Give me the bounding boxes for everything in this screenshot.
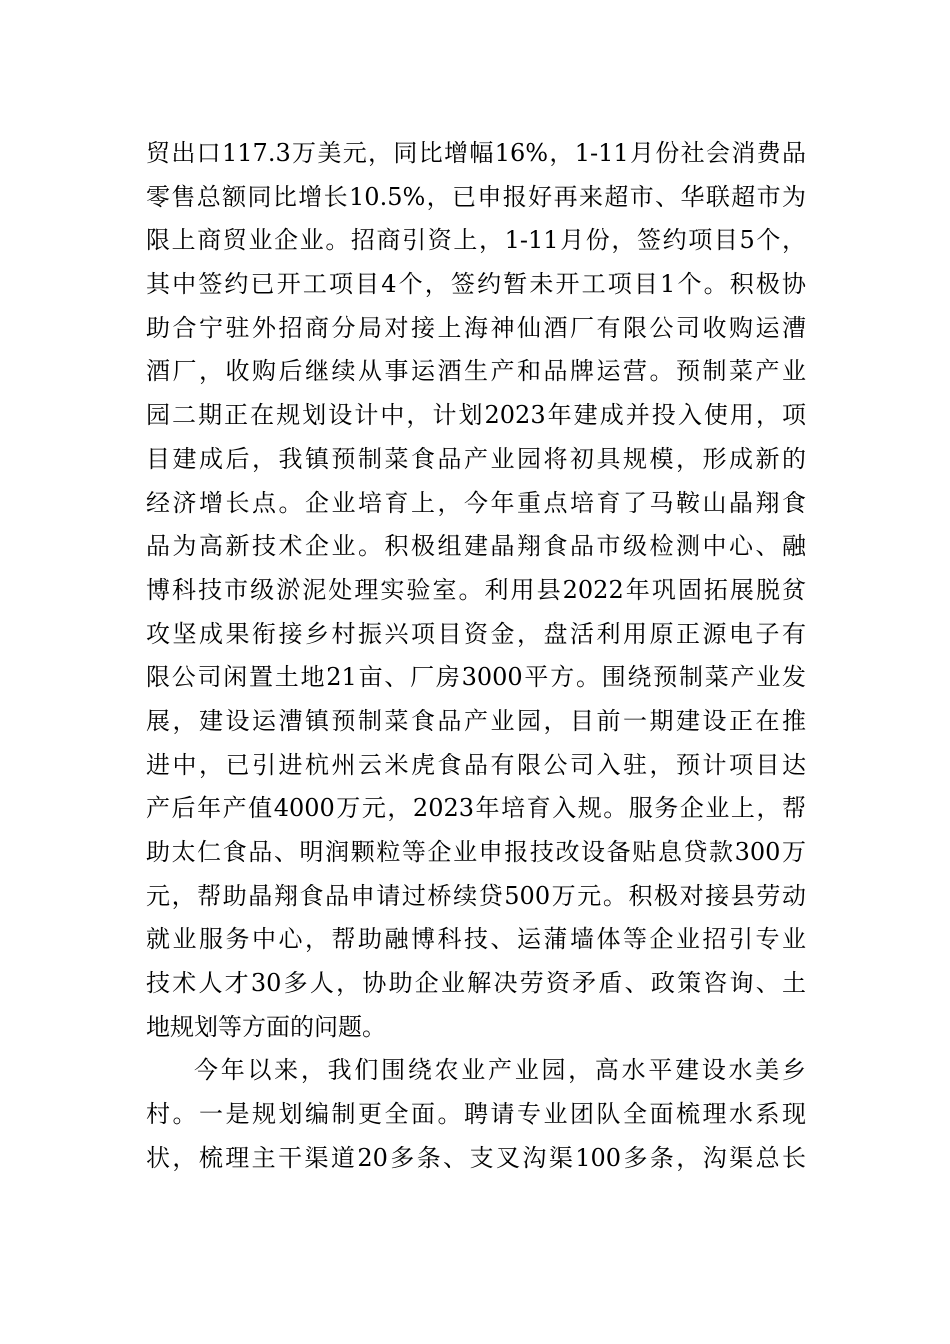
text-line-4: 其中签约已开工项目4个，签约暂未开工项目1个。积极协 [146,270,806,299]
text-line-17: 助太仁食品、明润颗粒等企业申报技改设备贴息贷款300万 [146,838,806,866]
text-line-5: 助合宁驻外招商分局对接上海神仙酒厂有限公司收购运漕 [146,313,806,342]
text-line-11: 博科技市级淤泥处理实验室。利用县2022年巩固拓展脱贫 [146,575,806,604]
text-line-14: 展，建设运漕镇预制菜食品产业园，目前一期建设正在推 [146,706,806,735]
text-line-24: 状，梳理主干渠道20多条、支叉沟渠100多条，沟渠总长 [146,1143,806,1172]
text-line-7: 园二期正在规划设计中，计划2023年建成并投入使用，项 [146,401,806,430]
text-line-15: 进中，已引进杭州云米虎食品有限公司入驻，预计项目达 [146,750,806,779]
text-line-3: 限上商贸业企业。招商引资上，1-11月份，签约项目5个， [146,226,806,255]
text-line-9: 经济增长点。企业培育上，今年重点培育了马鞍山晶翔食 [146,488,806,517]
body-text [146,132,806,1181]
text-line-18: 元，帮助晶翔食品申请过桥续贷500万元。积极对接县劳动 [146,881,806,910]
text-line-21: 地规划等方面的问题。 [146,1012,386,1041]
text-line-6: 酒厂，收购后继续从事运酒生产和品牌运营。预制菜产业 [146,357,806,386]
text-line-13: 限公司闲置土地21亩、厂房3000平方。围绕预制菜产业发 [146,663,806,692]
text-line-1: 贸出口117.3万美元，同比增幅16%，1-11月份社会消费品 [146,139,806,167]
text-line-12: 攻坚成果衔接乡村振兴项目资金，盘活利用原正源电子有 [146,619,806,648]
text-line-22: 今年以来，我们围绕农业产业园，高水平建设水美乡 [194,1056,806,1085]
text-line-16: 产后年产值4000万元，2023年培育入规。服务企业上，帮 [146,794,806,823]
text-line-19: 就业服务中心，帮助融博科技、运蒲墙体等企业招引专业 [146,925,806,954]
text-line-10: 品为高新技术企业。积极组建晶翔食品市级检测中心、融 [146,532,806,561]
text-line-8: 目建成后，我镇预制菜食品产业园将初具规模，形成新的 [146,444,806,473]
text-line-2: 零售总额同比增长10.5%，已申报好再来超市、华联超市为 [146,182,806,211]
text-line-23: 村。一是规划编制更全面。聘请专业团队全面梳理水系现 [146,1100,806,1129]
text-line-20: 技术人才30多人，协助企业解决劳资矛盾、政策咨询、土 [146,969,806,998]
